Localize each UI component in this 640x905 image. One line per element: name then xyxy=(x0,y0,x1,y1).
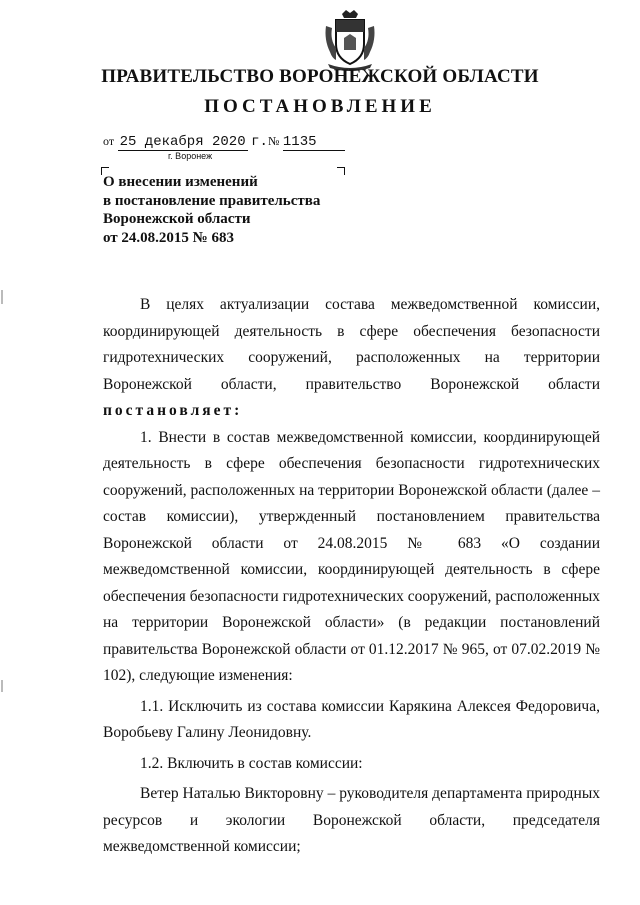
coat-of-arms-icon xyxy=(322,8,378,72)
margin-mark xyxy=(1,290,3,304)
document-number: 1135 xyxy=(283,134,345,151)
subject-line: О внесении изменений xyxy=(103,174,258,190)
government-name: ПРАВИТЕЛЬСТВО ВОРОНЕЖСКОЙ ОБЛАСТИ xyxy=(101,66,539,87)
item-1-paragraph: 1. Внести в состав межведомственной комиссии, координирующей деятельность в сфере обеспечения безопасности гидротехнических сооружений, расположенных на территории Воронежской области (далее – состав комиссии), утвержденный постановлением правительства Воронежской области от 24.08.2015 № 683 «О создании межведомственной комиссии, координирующей деятельность в сфере обеспечения безопасности гидротехнических сооружений, расположенных на территории Воронежской области» (в редакции постановлений правительства Воронежской области от 01.12.2017 № 965, от 07.02.2019 № 102), следующие изменения: xyxy=(103,428,600,684)
document-type: ПОСТАНОВЛЕНИЕ xyxy=(204,96,436,117)
item-1-2-paragraph: 1.2. Включить в состав комиссии: xyxy=(140,754,363,772)
from-label: от xyxy=(103,134,115,148)
year-suffix: г. xyxy=(251,134,268,150)
intro-text: В целях актуализации состава межведомственной комиссии, координирующей деятельность в сфере обеспечения безопасности гидротехнических сооружений, расположенных на территории Воронежской области, правительство Воронежской области xyxy=(103,296,600,393)
date-number-line xyxy=(103,134,345,151)
document-date: 25 декабря 2020 xyxy=(119,134,246,150)
subject-line: Воронежской области xyxy=(103,211,251,227)
number-label: № xyxy=(267,134,280,148)
document-subject xyxy=(103,173,363,247)
subject-line: в постановление правительства xyxy=(103,192,321,209)
member-paragraph: Ветер Наталью Викторовну – руководителя департамента природных ресурсов и экологии Воронежской области, председателя межведомственной комиссии; xyxy=(103,785,600,855)
subject-line: от 24.08.2015 № 683 xyxy=(103,229,234,246)
city-label: г. Воронеж xyxy=(168,151,213,161)
resolves-word: постановляет: xyxy=(103,402,243,419)
margin-mark xyxy=(1,680,3,692)
document-body xyxy=(103,292,600,861)
item-1-1-paragraph: 1.1. Исключить из состава комиссии Карякина Алексея Федоровича, Воробьеву Галину Леонидовну. xyxy=(103,697,600,741)
intro-paragraph xyxy=(103,292,600,425)
